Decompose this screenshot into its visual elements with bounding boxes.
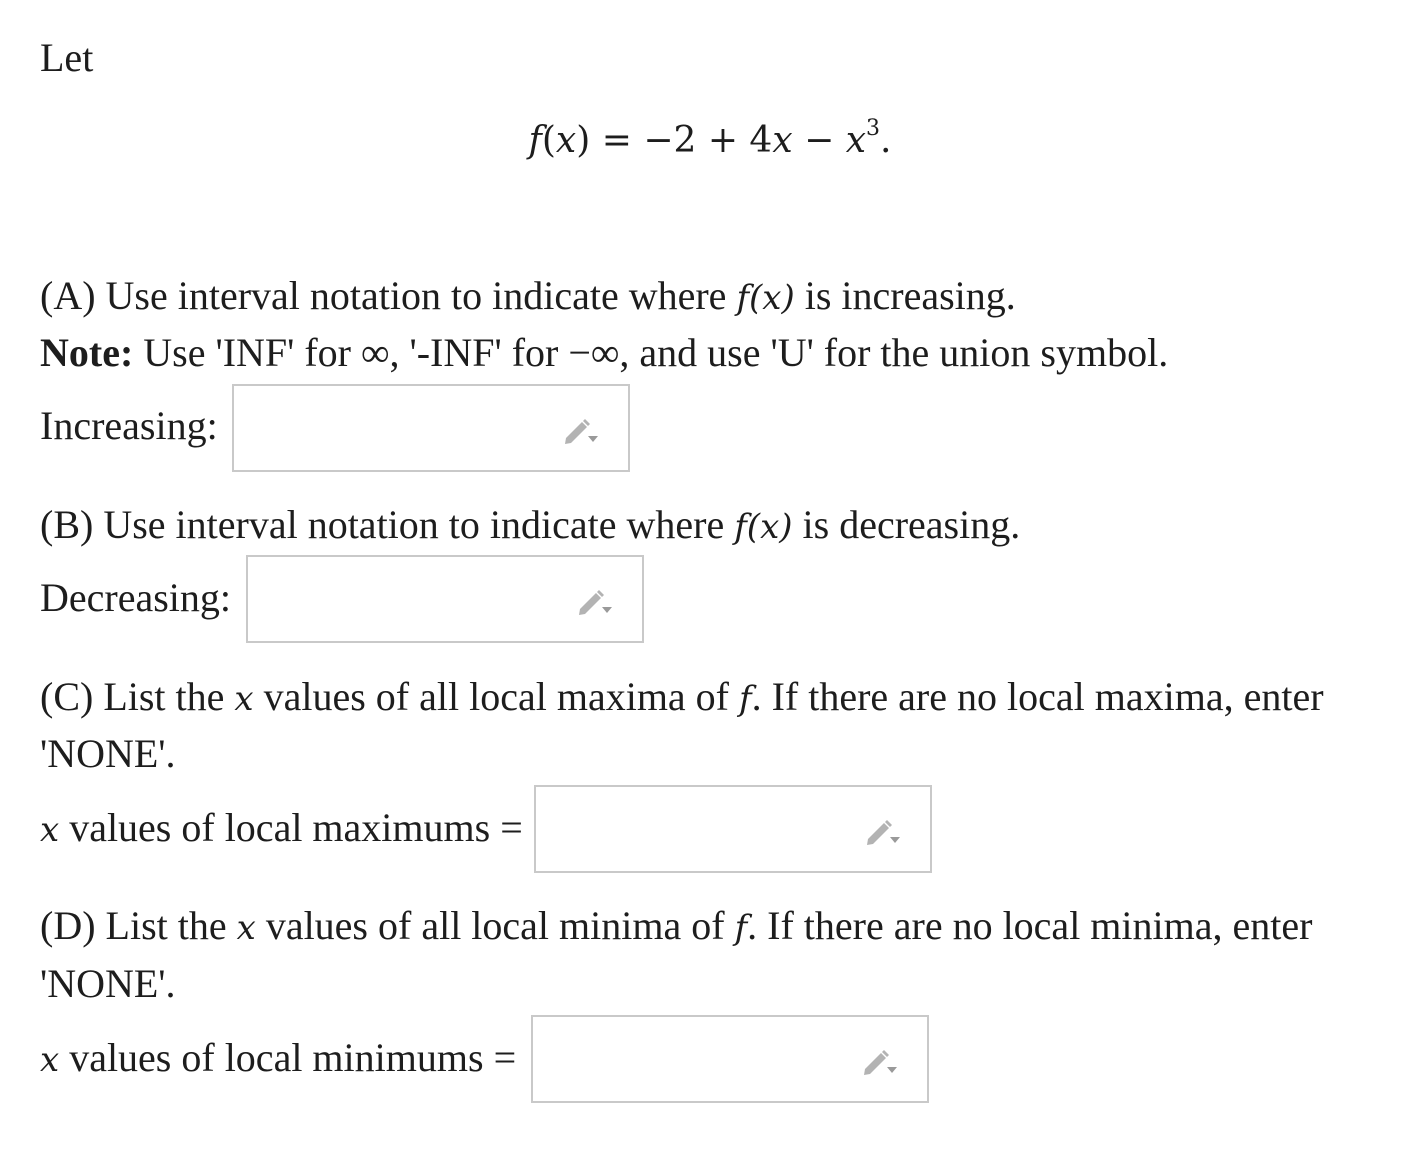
eq-period: . — [880, 120, 892, 161]
part-a-prompt-before: (A) Use interval notation to indicate where — [40, 273, 737, 318]
increasing-label: Increasing: — [40, 403, 218, 448]
local-min-label-x: x — [40, 1040, 60, 1080]
local-max-label-rest: values of local maximums = — [59, 805, 523, 850]
eq-exponent: 3 — [866, 116, 881, 141]
part-c-prompt-2: values of all local maxima of — [253, 674, 739, 719]
part-c-f: f — [739, 679, 752, 719]
decreasing-label: Decreasing: — [40, 575, 232, 620]
part-d-prompt-2: values of all local minima of — [255, 903, 735, 948]
eq-rhs-x: x — [772, 120, 793, 161]
function-equation: $f(x) = -2 + 4x - x^3$. — [528, 116, 892, 161]
part-c-prompt — [40, 674, 1324, 719]
part-b-func: f(x) — [734, 507, 793, 547]
part-b-prompt — [40, 502, 1021, 547]
part-b-prompt-before: (B) Use interval notation to indicate where — [40, 502, 735, 547]
note-text: Use 'INF' for ∞, '-INF' for −∞, and use 'U' for the union symbol. — [133, 330, 1169, 375]
note-label: Note: — [40, 330, 134, 375]
part-d-prompt — [40, 903, 1313, 948]
local-max-label-x: x — [40, 810, 60, 850]
eq-rhs-minus: − — [792, 120, 846, 161]
part-c-prompt-line2: 'NONE'. — [40, 731, 176, 776]
pencil-dropdown-icon[interactable] — [862, 817, 902, 847]
part-d-f: f — [734, 908, 748, 948]
part-d-x: x — [236, 908, 256, 948]
increasing-answer-box[interactable] — [232, 384, 630, 472]
part-a-func: f(x) — [736, 278, 795, 318]
local-min-label-rest: values of local minimums = — [59, 1035, 517, 1080]
local-max-answer-box[interactable] — [534, 785, 932, 873]
pencil-dropdown-icon[interactable] — [574, 587, 614, 617]
local-min-answer-box[interactable] — [531, 1015, 929, 1103]
eq-rhs-x3: x — [845, 120, 867, 161]
part-c-prompt-3: . If there are no local maxima, enter — [751, 674, 1324, 719]
eq-x: x — [555, 120, 577, 161]
pencil-dropdown-icon[interactable] — [859, 1047, 899, 1077]
eq-rhs-const: −2 + 4 — [643, 120, 773, 161]
part-a-note — [40, 330, 1169, 375]
local-max-label — [40, 805, 523, 850]
part-d-prompt-3: . If there are no local minima, enter — [747, 903, 1313, 948]
decreasing-answer-box[interactable] — [246, 555, 644, 643]
pencil-dropdown-icon[interactable] — [560, 416, 600, 446]
local-min-label — [40, 1035, 517, 1080]
part-b-prompt-after: is decreasing. — [792, 502, 1021, 547]
part-c-x: x — [234, 679, 254, 719]
part-d-prompt-line2: 'NONE'. — [40, 961, 176, 1006]
eq-f: f — [528, 120, 542, 161]
intro-let: Let — [40, 35, 94, 80]
part-d-prompt-1: (D) List the — [40, 903, 237, 948]
part-a-prompt-after: is increasing. — [794, 273, 1016, 318]
part-a-prompt — [40, 273, 1016, 318]
part-c-prompt-1: (C) List the — [40, 674, 235, 719]
